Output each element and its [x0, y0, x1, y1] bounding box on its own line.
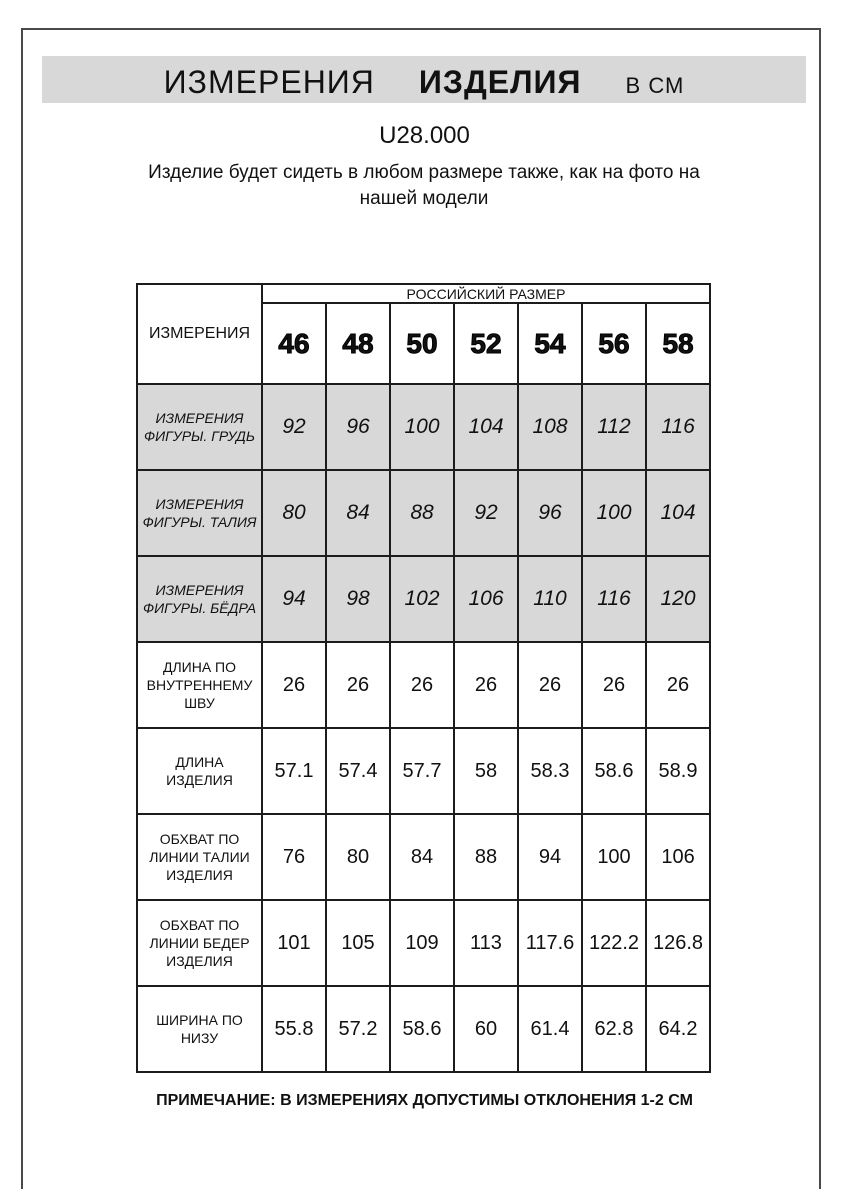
value-cell: 104 [454, 384, 518, 470]
value-cell: 96 [518, 470, 582, 556]
value-cell: 108 [518, 384, 582, 470]
row-label: ИЗМЕРЕНИЯ ФИГУРЫ. БЁДРА [137, 556, 262, 642]
value-cell: 62.8 [582, 986, 646, 1072]
value-cell: 57.4 [326, 728, 390, 814]
value-cell: 104 [646, 470, 710, 556]
value-cell: 26 [454, 642, 518, 728]
table-row-body-waist [137, 470, 710, 556]
corner-header-cell: ИЗМЕРЕНИЯ [137, 284, 262, 384]
table-row-item-hip-girth [137, 900, 710, 986]
value-cell: 57.1 [262, 728, 326, 814]
table-row-bottom-width [137, 986, 710, 1072]
value-cell: 84 [390, 814, 454, 900]
value-cell: 94 [262, 556, 326, 642]
table-row-body-chest [137, 384, 710, 470]
value-cell: 110 [518, 556, 582, 642]
value-cell: 58.6 [582, 728, 646, 814]
value-cell: 64.2 [646, 986, 710, 1072]
value-cell: 80 [326, 814, 390, 900]
size-table [136, 283, 711, 1073]
value-cell: 102 [390, 556, 454, 642]
row-label: ИЗМЕРЕНИЯ ФИГУРЫ. ТАЛИЯ [137, 470, 262, 556]
size-cell: 54 [518, 303, 582, 384]
value-cell: 98 [326, 556, 390, 642]
value-cell: 55.8 [262, 986, 326, 1072]
size-cell: 46 [262, 303, 326, 384]
value-cell: 26 [518, 642, 582, 728]
value-cell: 113 [454, 900, 518, 986]
value-cell: 76 [262, 814, 326, 900]
value-cell: 109 [390, 900, 454, 986]
russian-size-header: РОССИЙСКИЙ РАЗМЕР [262, 284, 710, 303]
fit-note [144, 160, 704, 211]
value-cell: 60 [454, 986, 518, 1072]
value-cell: 26 [326, 642, 390, 728]
value-cell: 26 [262, 642, 326, 728]
row-label: ШИРИНА ПО НИЗУ [137, 986, 262, 1072]
size-cell: 48 [326, 303, 390, 384]
value-cell: 26 [646, 642, 710, 728]
title-bar [42, 56, 806, 103]
value-cell: 92 [262, 384, 326, 470]
value-cell: 126.8 [646, 900, 710, 986]
value-cell: 116 [582, 556, 646, 642]
table-row-item-length [137, 728, 710, 814]
table-row-item-waist-girth [137, 814, 710, 900]
value-cell: 92 [454, 470, 518, 556]
value-cell: 88 [390, 470, 454, 556]
value-cell: 106 [454, 556, 518, 642]
article-number: U28.000 [379, 122, 470, 149]
value-cell: 58 [454, 728, 518, 814]
page-title-product: ИЗДЕЛИЯ [418, 64, 582, 100]
value-cell: 122.2 [582, 900, 646, 986]
value-cell: 100 [582, 814, 646, 900]
page-title-measurements: ИЗМЕРЕНИЯ [163, 64, 375, 100]
table-row-inseam-length [137, 642, 710, 728]
value-cell: 116 [646, 384, 710, 470]
value-cell: 80 [262, 470, 326, 556]
value-cell: 57.2 [326, 986, 390, 1072]
value-cell: 57.7 [390, 728, 454, 814]
value-cell: 58.9 [646, 728, 710, 814]
table-header-row [137, 284, 710, 303]
table-row-body-hips [137, 556, 710, 642]
row-label: ДЛИНА ПО ВНУТРЕННЕМУ ШВУ [137, 642, 262, 728]
value-cell: 94 [518, 814, 582, 900]
row-label: ОБХВАТ ПО ЛИНИИ БЕДЕР ИЗДЕЛИЯ [137, 900, 262, 986]
value-cell: 84 [326, 470, 390, 556]
value-cell: 58.6 [390, 986, 454, 1072]
value-cell: 88 [454, 814, 518, 900]
value-cell: 106 [646, 814, 710, 900]
value-cell: 26 [390, 642, 454, 728]
row-label: ИЗМЕРЕНИЯ ФИГУРЫ. ГРУДЬ [137, 384, 262, 470]
fit-note-line2: нашей модели [359, 187, 489, 209]
value-cell: 61.4 [518, 986, 582, 1072]
page-title-unit: В СМ [625, 73, 685, 98]
value-cell: 58.3 [518, 728, 582, 814]
tolerance-note: ПРИМЕЧАНИЕ: В ИЗМЕРЕНИЯХ ДОПУСТИМЫ ОТКЛОНЕНИЯ 1-2 СМ [156, 1092, 693, 1109]
value-cell: 100 [390, 384, 454, 470]
fit-note-line1: Изделие будет сидеть в любом размере также, как на фото на [148, 162, 700, 183]
value-cell: 101 [262, 900, 326, 986]
value-cell: 105 [326, 900, 390, 986]
size-cell: 58 [646, 303, 710, 384]
value-cell: 120 [646, 556, 710, 642]
value-cell: 96 [326, 384, 390, 470]
row-label: ДЛИНА ИЗДЕЛИЯ [137, 728, 262, 814]
row-label: ОБХВАТ ПО ЛИНИИ ТАЛИИ ИЗДЕЛИЯ [137, 814, 262, 900]
value-cell: 26 [582, 642, 646, 728]
size-cell: 52 [454, 303, 518, 384]
size-cell: 56 [582, 303, 646, 384]
value-cell: 117.6 [518, 900, 582, 986]
size-cell: 50 [390, 303, 454, 384]
value-cell: 100 [582, 470, 646, 556]
value-cell: 112 [582, 384, 646, 470]
